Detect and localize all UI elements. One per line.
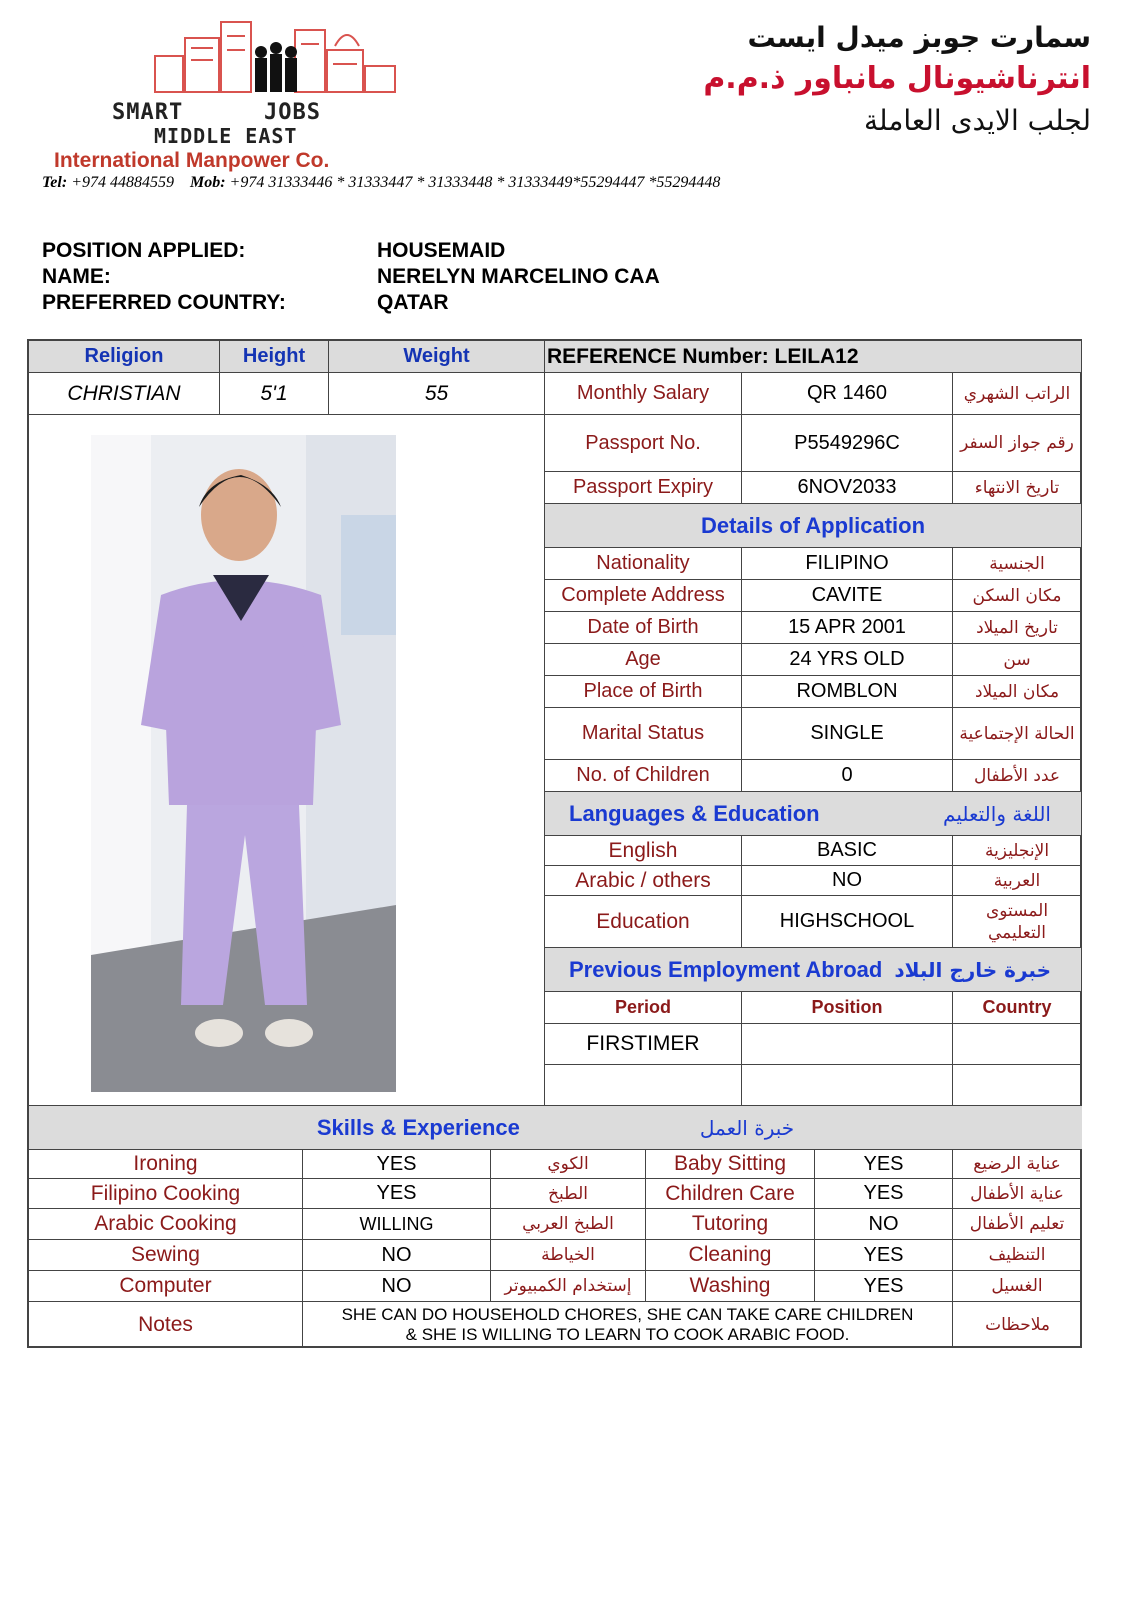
details-of-application-header: Details of Application [545, 504, 1082, 548]
skill-children-care-arabic: عناية الأطفال [953, 1179, 1082, 1209]
children-label: No. of Children [545, 760, 742, 792]
position-header: Position [742, 992, 953, 1024]
age-value: 24 YRS OLD [742, 644, 953, 676]
marital-status-arabic: الحالة الإجتماعية [953, 708, 1082, 760]
skills-experience-header [29, 1106, 1082, 1150]
reference-number: REFERENCE Number: LEILA12 [545, 341, 1082, 373]
skill-computer-value: NO [303, 1271, 491, 1302]
monthly-salary-label: Monthly Salary [545, 373, 742, 415]
english-label: English [545, 836, 742, 866]
employment-position-1 [742, 1024, 953, 1065]
contact-line [42, 174, 720, 192]
skill-baby-sitting-label: Baby Sitting [646, 1150, 815, 1179]
skill-computer-label: Computer [29, 1271, 303, 1302]
education-arabic: المستوى التعليمي [953, 896, 1082, 948]
nationality-value: FILIPINO [742, 548, 953, 580]
english-arabic: الإنجليزية [953, 836, 1082, 866]
religion-header: Religion [29, 341, 220, 373]
notes-text-line-2: & SHE IS WILLING TO LEARN TO COOK ARABIC FOOD. [405, 1325, 850, 1344]
date-of-birth-arabic: تاريخ الميلاد [953, 612, 1082, 644]
logo-jobs-text: JOBS [264, 100, 321, 125]
notes-text [303, 1302, 953, 1348]
employment-country-2 [953, 1065, 1082, 1106]
tel-value: +974 44884559 [71, 174, 174, 191]
skill-washing-value: YES [815, 1271, 953, 1302]
skill-ironing-value: YES [303, 1150, 491, 1179]
skyline-logo-icon [145, 16, 405, 108]
passport-expiry-value: 6NOV2033 [742, 472, 953, 504]
weight-value: 55 [329, 373, 545, 415]
applicant-photo [91, 435, 396, 1092]
company-logo [50, 16, 430, 172]
skill-arabic-cooking-value: WILLING [303, 1209, 491, 1240]
skill-cleaning-arabic: التنظيف [953, 1240, 1082, 1271]
notes-label: Notes [29, 1302, 303, 1348]
application-table [27, 339, 1082, 1348]
skill-sewing-value: NO [303, 1240, 491, 1271]
passport-no-label: Passport No. [545, 415, 742, 472]
monthly-salary-value: QR 1460 [742, 373, 953, 415]
country-value: QATAR [377, 291, 449, 314]
arabic-language-arabic: العربية [953, 866, 1082, 896]
arabic-language-value: NO [742, 866, 953, 896]
passport-no-value: P5549296C [742, 415, 953, 472]
previous-employment-title: Previous Employment Abroad [569, 956, 883, 982]
arabic-heading-line-2: انترناشيونال مانباور ذ.م.م [703, 61, 1091, 96]
languages-education-title-arabic: اللغة والتعليم [943, 801, 1051, 826]
employment-period-1: FIRSTIMER [545, 1024, 742, 1065]
skill-ironing-arabic: الكوي [491, 1150, 646, 1179]
employment-period-2 [545, 1065, 742, 1106]
marital-status-label: Marital Status [545, 708, 742, 760]
place-of-birth-value: ROMBLON [742, 676, 953, 708]
skill-computer-arabic: إستخدام الكمبيوتر [491, 1271, 646, 1302]
previous-employment-title-arabic: خبرة خارج البلاد [894, 957, 1051, 982]
skill-ironing-label: Ironing [29, 1150, 303, 1179]
children-arabic: عدد الأطفال [953, 760, 1082, 792]
address-arabic: مكان السكن [953, 580, 1082, 612]
skill-sewing-label: Sewing [29, 1240, 303, 1271]
country-label: PREFERRED COUNTRY: [42, 291, 286, 314]
applicant-info [42, 238, 660, 316]
skill-washing-label: Washing [646, 1271, 815, 1302]
languages-education-title: Languages & Education [569, 800, 820, 826]
name-label: NAME: [42, 265, 111, 288]
english-value: BASIC [742, 836, 953, 866]
notes-arabic: ملاحظات [985, 1315, 1050, 1335]
address-value: CAVITE [742, 580, 953, 612]
previous-employment-header [545, 948, 1082, 992]
religion-value: CHRISTIAN [29, 373, 220, 415]
address-label: Complete Address [545, 580, 742, 612]
skill-tutoring-arabic: تعليم الأطفال [953, 1209, 1082, 1240]
logo-company-name: International Manpower Co. [54, 149, 330, 172]
arabic-company-heading [703, 18, 1091, 142]
tel-label: Tel: [42, 174, 68, 191]
mob-value: +974 31333446 * 31333447 * 31333448 * 31333449*55294447 *55294448 [229, 174, 721, 191]
passport-expiry-arabic: تاريخ الانتهاء [953, 472, 1082, 504]
skill-tutoring-label: Tutoring [646, 1209, 815, 1240]
skill-washing-arabic: الغسيل [953, 1271, 1082, 1302]
notes-text-line-1: SHE CAN DO HOUSEHOLD CHORES, SHE CAN TAKE CARE CHILDREN [341, 1305, 914, 1324]
employment-country-1 [953, 1024, 1082, 1065]
place-of-birth-label: Place of Birth [545, 676, 742, 708]
skill-baby-sitting-value: YES [815, 1150, 953, 1179]
skill-sewing-arabic: الخياطة [491, 1240, 646, 1271]
place-of-birth-arabic: مكان الميلاد [953, 676, 1082, 708]
skill-cleaning-value: YES [815, 1240, 953, 1271]
skill-baby-sitting-arabic: عناية الرضيع [953, 1150, 1082, 1179]
skill-children-care-label: Children Care [646, 1179, 815, 1209]
passport-no-arabic: رقم جواز السفر [953, 415, 1082, 472]
position-label: POSITION APPLIED: [42, 239, 246, 262]
skill-filipino-cooking-label: Filipino Cooking [29, 1179, 303, 1209]
logo-middle-east-text: MIDDLE EAST [154, 124, 298, 148]
height-value: 5'1 [220, 373, 329, 415]
skills-experience-title: Skills & Experience [316, 1114, 520, 1140]
arabic-language-label: Arabic / others [545, 866, 742, 896]
employment-position-2 [742, 1065, 953, 1106]
marital-status-value: SINGLE [742, 708, 953, 760]
children-value: 0 [742, 760, 953, 792]
skill-children-care-value: YES [815, 1179, 953, 1209]
date-of-birth-label: Date of Birth [545, 612, 742, 644]
education-label: Education [545, 896, 742, 948]
name-value: NERELYN MARCELINO CAA [377, 265, 660, 288]
monthly-salary-arabic: الراتب الشهري [953, 373, 1082, 415]
arabic-heading-line-1: سمارت جوبز ميدل ايست [747, 21, 1091, 54]
passport-expiry-label: Passport Expiry [545, 472, 742, 504]
languages-education-header [545, 792, 1082, 836]
mob-label: Mob: [189, 174, 226, 191]
nationality-label: Nationality [545, 548, 742, 580]
applicant-portrait-image [91, 435, 396, 1092]
skill-arabic-cooking-arabic: الطبخ العربي [491, 1209, 646, 1240]
date-of-birth-value: 15 APR 2001 [742, 612, 953, 644]
skills-experience-title-arabic: خبرة العمل [699, 1115, 795, 1140]
skill-arabic-cooking-label: Arabic Cooking [29, 1209, 303, 1240]
skill-filipino-cooking-value: YES [303, 1179, 491, 1209]
age-label: Age [545, 644, 742, 676]
age-arabic: سن [953, 644, 1082, 676]
skill-cleaning-label: Cleaning [646, 1240, 815, 1271]
period-header: Period [545, 992, 742, 1024]
skill-tutoring-value: NO [815, 1209, 953, 1240]
height-header: Height [220, 341, 329, 373]
logo-smart-text: SMART [112, 100, 184, 125]
position-value: HOUSEMAID [377, 239, 506, 262]
nationality-arabic: الجنسية [953, 548, 1082, 580]
skill-filipino-cooking-arabic: الطبخ [491, 1179, 646, 1209]
weight-header: Weight [329, 341, 545, 373]
education-value: HIGHSCHOOL [742, 896, 953, 948]
arabic-heading-line-3: لجلب الايدى العاملة [864, 104, 1091, 137]
country-header: Country [953, 992, 1082, 1024]
